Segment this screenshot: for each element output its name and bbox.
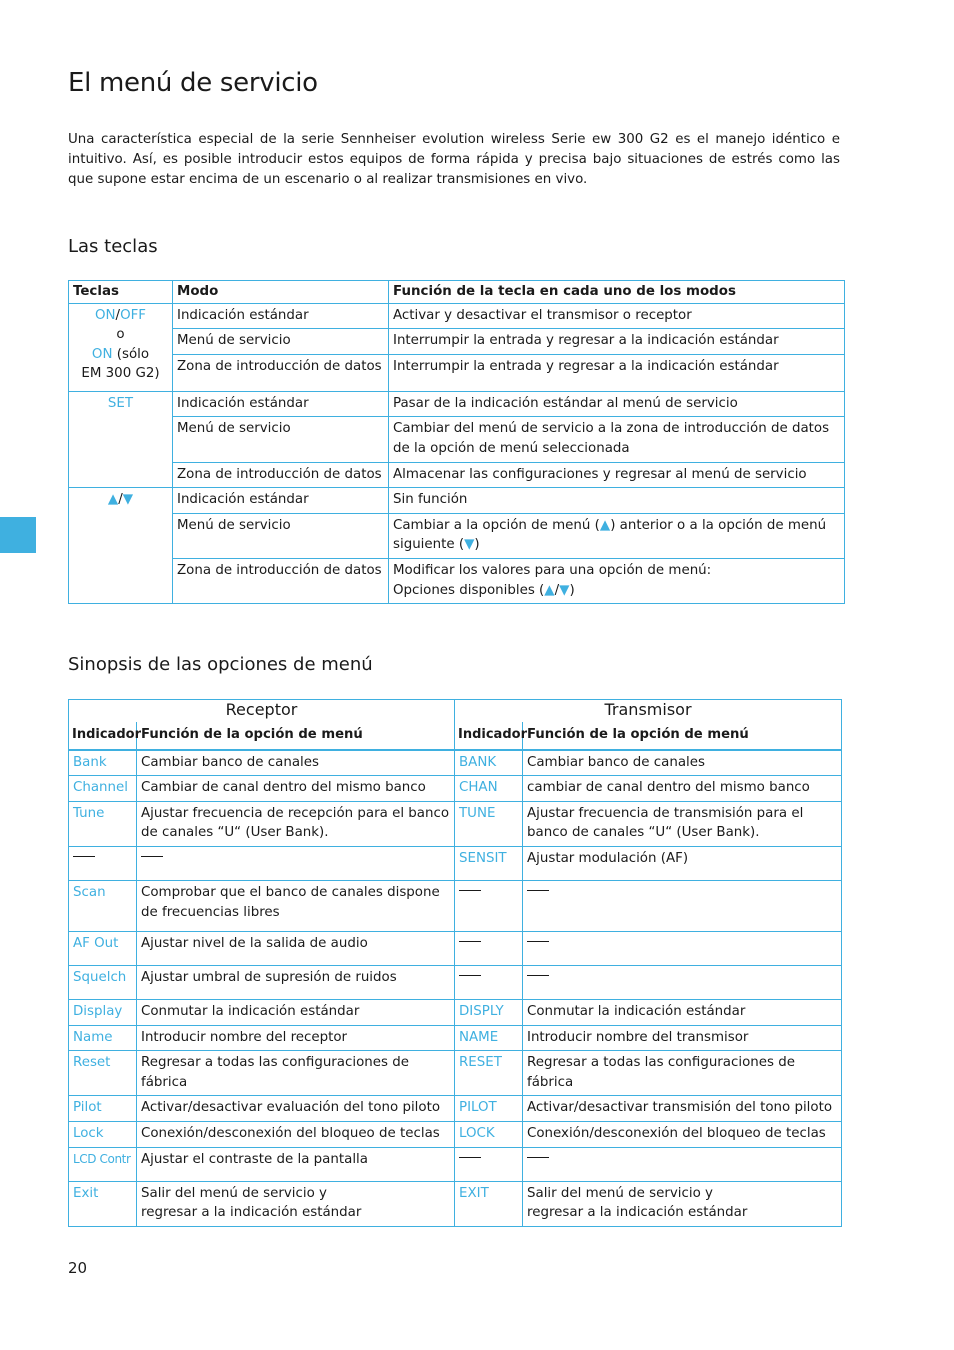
key-or-text: o [116, 327, 125, 343]
transmitter-function-cell [523, 846, 842, 880]
function-text: Ajustar frecuencia de recepción para el banco de canales “U“ (User Bank). [141, 805, 450, 841]
receiver-indicator-cell [69, 1121, 137, 1147]
key-slash: / [118, 492, 123, 508]
table-row [69, 931, 842, 965]
function-cell: Interrumpir la entrada y regresar a la indicación estándar [389, 329, 845, 355]
table-row [69, 965, 842, 999]
dash-icon [527, 1157, 549, 1158]
function-text: Introducir nombre del receptor [141, 1029, 348, 1045]
function-text: Opciones disponibles ( [393, 582, 545, 598]
table-row [69, 750, 842, 776]
function-text: Ajustar modulación (AF) [527, 850, 689, 866]
transmitter-function-cell [523, 801, 842, 846]
function-cell: Interrumpir la entrada y regresar a la indicación estándar [389, 354, 845, 391]
keys-section-heading: Las teclas [68, 236, 158, 257]
mode-cell: Menú de servicio [173, 513, 389, 558]
dash-icon [459, 890, 481, 891]
empty-cell [455, 965, 523, 999]
menu-section-heading: Sinopsis de las opciones de menú [68, 654, 373, 675]
receiver-function-cell [137, 1121, 455, 1147]
function-text: ) anterior o a la opción de menú siguiente ( [393, 517, 827, 553]
key-arrows-cell [69, 488, 173, 604]
indicator-label: Lock [73, 1125, 104, 1141]
empty-cell [455, 1147, 523, 1181]
function-text: Cambiar de canal dentro del mismo banco [141, 780, 426, 796]
empty-cell [455, 880, 523, 931]
receiver-function-cell [137, 1051, 455, 1096]
transmitter-function-cell [523, 750, 842, 776]
table-row [69, 417, 845, 462]
up-triangle-icon: ▲ [544, 582, 555, 598]
receiver-function-cell [137, 965, 455, 999]
indicator-label: Scan [73, 884, 106, 900]
indicator-label: Name [73, 1029, 113, 1045]
function-text: Activar/desactivar evaluación del tono piloto [141, 1100, 441, 1116]
dash-icon [141, 856, 163, 857]
indicator-label: TUNE [459, 805, 496, 821]
up-triangle-icon: ▲ [599, 517, 611, 533]
function-cell: Almacenar las configuraciones y regresar al menú de servicio [389, 462, 845, 488]
page-title: El menú de servicio [68, 68, 318, 98]
empty-cell [523, 1147, 842, 1181]
indicator-label: RESET [459, 1055, 502, 1071]
dash-icon [459, 1157, 481, 1158]
indicator-label: LOCK [459, 1125, 495, 1141]
transmitter-indicator-cell [455, 1121, 523, 1147]
empty-cell [523, 880, 842, 931]
receiver-indicator-cell [69, 750, 137, 776]
receiver-function-cell [137, 801, 455, 846]
key-on-label: ON [94, 307, 116, 323]
function-text: Cambiar a la opción de menú ( [393, 517, 600, 533]
indicator-label: LCD Contr [73, 1151, 131, 1166]
function-text: Ajustar nivel de la salida de audio [141, 935, 368, 951]
indicator-label: Channel [73, 780, 128, 796]
col-indicator: Indicador [69, 722, 137, 750]
receiver-function-cell [137, 750, 455, 776]
key-off-label: OFF [120, 307, 147, 323]
table-row [69, 1121, 842, 1147]
transmitter-function-cell [523, 776, 842, 802]
down-triangle-icon: ▼ [122, 492, 134, 508]
receiver-indicator-cell [69, 880, 137, 931]
page-number: 20 [68, 1259, 88, 1277]
receiver-indicator-cell [69, 1025, 137, 1051]
up-triangle-icon: ▲ [107, 492, 119, 508]
mode-cell: Zona de introducción de datos [173, 354, 389, 391]
indicator-label: CHAN [459, 780, 498, 796]
header-keys: Teclas [69, 281, 173, 304]
dash-icon [459, 975, 481, 976]
transmitter-title: Transmisor [455, 700, 842, 723]
receiver-indicator-cell [69, 999, 137, 1025]
receiver-indicator-cell [69, 1096, 137, 1122]
function-text: Conexión/desconexión del bloqueo de teclas [141, 1125, 440, 1141]
header-function: Función de la tecla en cada uno de los modos [389, 281, 845, 304]
mode-cell: Zona de introducción de datos [173, 462, 389, 488]
receiver-function-cell [137, 931, 455, 965]
key-note: (sólo [112, 346, 150, 362]
transmitter-function-cell [523, 1181, 842, 1226]
table-row [69, 329, 845, 355]
transmitter-function-cell [523, 1121, 842, 1147]
dash-icon [459, 941, 481, 942]
function-text: Activar/desactivar transmisión del tono piloto [527, 1100, 833, 1116]
indicator-label: SENSIT [459, 850, 507, 866]
function-text: Introducir nombre del transmisor [527, 1029, 749, 1045]
receiver-function-cell [137, 1025, 455, 1051]
indicator-label: Display [73, 1003, 123, 1019]
header-mode: Modo [173, 281, 389, 304]
function-text: ) [569, 582, 575, 598]
function-cell: Activar y desactivar el transmisor o receptor [389, 303, 845, 329]
key-slash: / [115, 307, 121, 323]
empty-cell [523, 965, 842, 999]
key-note: EM 300 G2) [81, 366, 160, 382]
transmitter-function-cell [523, 1096, 842, 1122]
indicator-label: Pilot [73, 1100, 102, 1116]
table-row [69, 488, 845, 514]
table-row [69, 846, 842, 880]
table-row [69, 391, 845, 417]
table-row [69, 1051, 842, 1096]
function-text: Salir del menú de servicio y [141, 1185, 327, 1201]
mode-cell: Indicación estándar [173, 303, 389, 329]
transmitter-indicator-cell [455, 999, 523, 1025]
table-row [69, 1025, 842, 1051]
table-row [69, 558, 845, 603]
indicator-label: Reset [73, 1055, 111, 1071]
empty-cell [523, 931, 842, 965]
indicator-label: Exit [73, 1185, 99, 1201]
table-row [69, 776, 842, 802]
transmitter-indicator-cell [455, 776, 523, 802]
function-text: Regresar a todas las configuraciones de fábrica [141, 1055, 409, 1090]
col-function: Función de la opción de menú [523, 722, 842, 750]
function-text: Comprobar que el banco de canales dispone de frecuencias libres [141, 884, 440, 920]
receiver-function-cell [137, 1181, 455, 1226]
transmitter-indicator-cell [455, 846, 523, 880]
empty-cell [455, 931, 523, 965]
mode-cell: Zona de introducción de datos [173, 558, 389, 603]
dash-icon [527, 975, 549, 976]
transmitter-indicator-cell [455, 750, 523, 776]
dash-icon [73, 856, 95, 857]
indicator-label: Tune [73, 805, 105, 821]
indicator-label: DISPLY [459, 1003, 504, 1019]
menu-table-column-header [69, 722, 842, 750]
table-row [69, 1147, 842, 1181]
function-cell: Cambiar del menú de servicio a la zona de introducción de datos de la opción de menú seleccionada [389, 417, 845, 462]
function-text: Regresar a todas las configuraciones de fábrica [527, 1055, 795, 1090]
function-text: Cambiar banco de canales [527, 754, 705, 770]
function-text: Conmutar la indicación estándar [527, 1003, 746, 1019]
table-row [69, 880, 842, 931]
function-text: Ajustar frecuencia de transmisión para el banco de canales “U“ (User Bank). [527, 805, 804, 841]
down-triangle-icon: ▼ [559, 582, 570, 598]
receiver-function-cell [137, 776, 455, 802]
indicator-label: AF Out [73, 935, 119, 951]
dash-icon [527, 890, 549, 891]
indicator-label: PILOT [459, 1100, 497, 1116]
function-text: Ajustar el contraste de la pantalla [141, 1151, 368, 1167]
function-text: Salir del menú de servicio y [527, 1185, 713, 1201]
receiver-function-cell [137, 1096, 455, 1122]
function-cell: Pasar de la indicación estándar al menú de servicio [389, 391, 845, 417]
function-text: Conmutar la indicación estándar [141, 1003, 360, 1019]
table-row [69, 999, 842, 1025]
receiver-title: Receptor [69, 700, 455, 723]
receiver-indicator-cell [69, 1051, 137, 1096]
mode-cell: Indicación estándar [173, 391, 389, 417]
chapter-tab-marker [0, 517, 36, 553]
transmitter-indicator-cell [455, 1025, 523, 1051]
function-text: cambiar de canal dentro del mismo banco [527, 780, 810, 796]
transmitter-indicator-cell [455, 1096, 523, 1122]
receiver-function-cell [137, 1147, 455, 1181]
function-text: ) [474, 537, 480, 553]
keys-table-header [69, 281, 845, 304]
intro-paragraph: Una característica especial de la serie Sennheiser evolution wireless Serie ew 300 G2 es el manejo idéntico e intuitivo. Así, es posible introducir estos equipos de forma rápida y precisa bajo situaciones de estrés como las que supone estar encima de un escenario o al realizar transmisiones en vivo. [68, 132, 840, 187]
mode-cell: Indicación estándar [173, 488, 389, 514]
function-text: Cambiar banco de canales [141, 754, 319, 770]
receiver-indicator-cell [69, 931, 137, 965]
empty-cell [137, 846, 455, 880]
table-row [69, 354, 845, 391]
mode-cell: Menú de servicio [173, 329, 389, 355]
key-set-label: SET [69, 391, 173, 487]
function-cell [389, 513, 845, 558]
table-row [69, 513, 845, 558]
receiver-indicator-cell [69, 1147, 137, 1181]
col-function: Función de la opción de menú [137, 722, 455, 750]
indicator-label: EXIT [459, 1185, 489, 1201]
receiver-indicator-cell [69, 801, 137, 846]
table-row [69, 1096, 842, 1122]
function-text: Modificar los valores para una opción de menú: [393, 562, 712, 578]
keys-table [68, 280, 845, 604]
function-text: Ajustar umbral de supresión de ruidos [141, 969, 397, 985]
menu-table [68, 699, 842, 1227]
transmitter-function-cell [523, 999, 842, 1025]
indicator-label: BANK [459, 754, 497, 770]
menu-table-body [69, 750, 842, 1227]
indicator-label: NAME [459, 1029, 499, 1045]
transmitter-function-cell [523, 1051, 842, 1096]
table-row [69, 1181, 842, 1226]
function-cell [389, 558, 845, 603]
dash-icon [527, 941, 549, 942]
table-row [69, 303, 845, 329]
receiver-indicator-cell [69, 1181, 137, 1226]
receiver-indicator-cell [69, 965, 137, 999]
down-triangle-icon: ▼ [464, 537, 475, 553]
table-row [69, 462, 845, 488]
key-onoff-cell [69, 303, 173, 391]
empty-cell [69, 846, 137, 880]
indicator-label: Bank [73, 754, 107, 770]
key-on-label: ON [91, 346, 113, 362]
transmitter-indicator-cell [455, 1181, 523, 1226]
transmitter-indicator-cell [455, 1051, 523, 1096]
function-text: / [554, 582, 560, 598]
transmitter-indicator-cell [455, 801, 523, 846]
indicator-label: Squelch [73, 969, 127, 985]
function-text: Conexión/desconexión del bloqueo de teclas [527, 1125, 826, 1141]
mode-cell: Menú de servicio [173, 417, 389, 462]
menu-table-group-header [69, 700, 842, 723]
receiver-function-cell [137, 880, 455, 931]
function-text: regresar a la indicación estándar [141, 1205, 362, 1221]
receiver-function-cell [137, 999, 455, 1025]
transmitter-function-cell [523, 1025, 842, 1051]
function-text: regresar a la indicación estándar [527, 1205, 748, 1221]
table-row [69, 801, 842, 846]
receiver-indicator-cell [69, 776, 137, 802]
function-cell: Sin función [389, 488, 845, 514]
col-indicator: Indicador [455, 722, 523, 750]
